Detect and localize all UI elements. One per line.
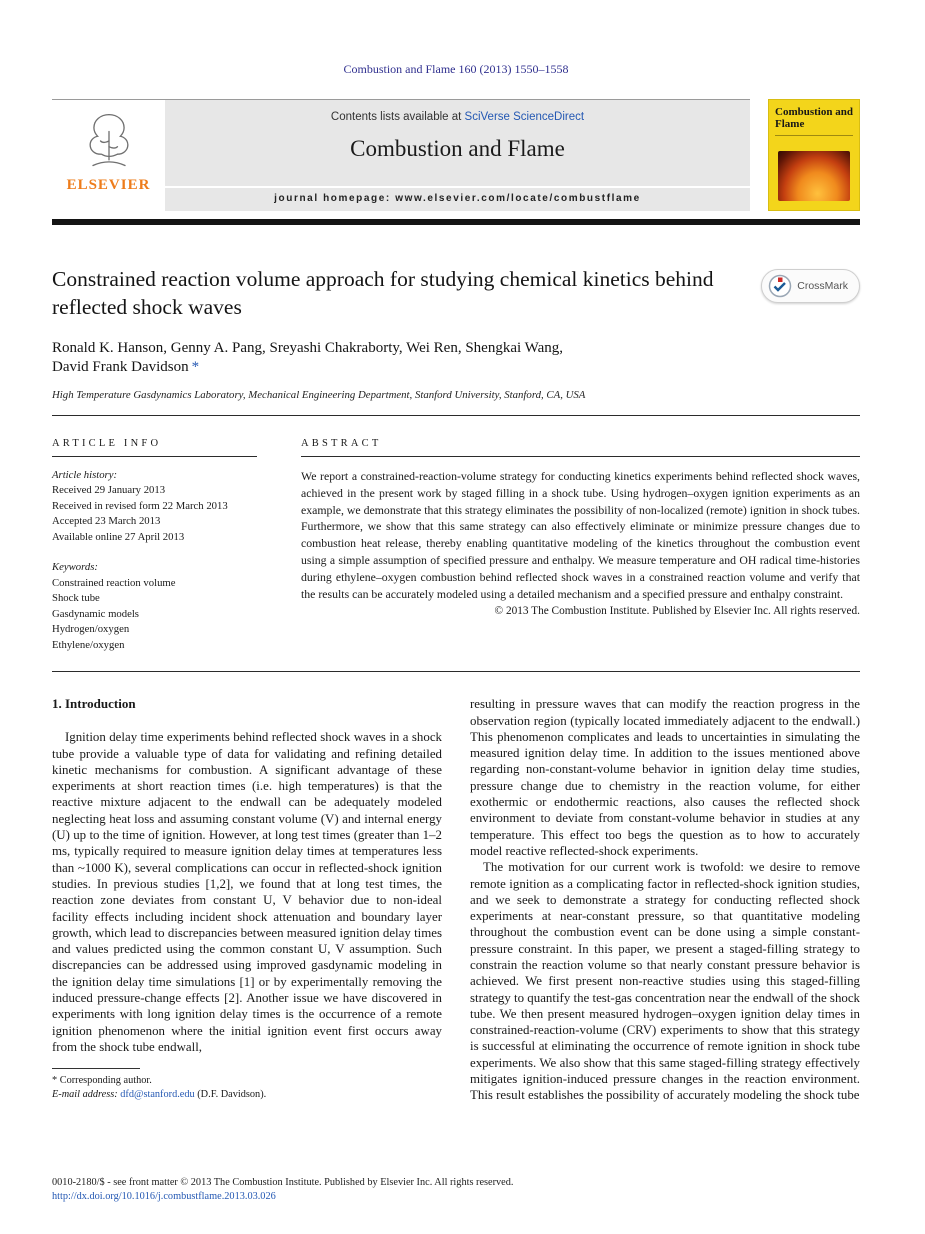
email-link[interactable]: dfd@stanford.edu <box>120 1088 195 1100</box>
keyword-item: Shock tube <box>52 592 100 605</box>
contents-line-prefix: Contents lists available at <box>330 111 465 123</box>
section-1-heading: 1. Introduction <box>52 696 136 712</box>
flame-image <box>778 151 850 201</box>
body-left-column <box>52 696 442 1103</box>
elsevier-logo[interactable] <box>52 100 165 211</box>
elsevier-tree-icon <box>76 107 142 175</box>
keyword-item: Gasdynamic models <box>52 607 139 620</box>
keyword-item: Hydrogen/oxygen <box>52 623 130 636</box>
abstract-text: We report a constrained-reaction-volume strategy for conducting kinetics experiments behind reflected shock waves, achieved in the present work by staged filling in a shock tube. Using hydrogen–oxygen ignition experiments as an example, we demonstrate that this strategy eliminates the possibility of non-localized (remote) ignition in shock tubes. Furthermore, we show that this same strategy can also effectively eliminate or minimize pressure changes due to combustion heat release, thereby enabling quantitative modeling of the kinetics throughout the combustion event using a simple assumption of specified pressure and enthalpy. We measure temperature and OH radical time-histories during ethylene–oxygen combustion behind reflected shock waves in a constrained reaction volume and verify that the results can be accurately modeled using a detailed mechanism and a specified pressure and enthalpy constraint. <box>301 468 860 602</box>
journal-banner <box>165 100 750 211</box>
sciverse-sciencedirect-link[interactable]: SciVerse ScienceDirect <box>464 111 585 123</box>
journal-banner-main <box>165 100 750 186</box>
crossmark-icon <box>768 274 792 298</box>
contents-line <box>331 111 584 123</box>
authors-line <box>52 339 860 378</box>
doi-link[interactable]: http://dx.doi.org/10.1016/j.combustflame.2013.03.026 <box>52 1191 276 1202</box>
crossmark-label: CrossMark <box>797 280 848 292</box>
intro-paragraph: Ignition delay time experiments behind reflected shock waves in a shock tube provide a valuable type of data for validating and refining detailed kinetic mechanisms for combustion. A significant advantage of these experiments at short reaction times (i.e. high temperatures) is that the reactive mixture adjacent to the endwall can be adequately modeled neglecting heat loss and assuming constant volume (V) and internal energy (U) up to the time of ignition. However, at long test times (greater than 1–2 ms, typically required to measure ignition delay times at temperatures less than ~1000 K), several complications can occur in reflected-shock ignition studies. In previous studies [1,2], we found that at long test times, the reaction zone deviates from constant U, V behavior due to non-ideal facility effects including incident shock attenuation and boundary layer growth, which lead to discrepancies between measured ignition delay times and values predicted using the common constant U, V assumption. Such discrepancies can be addressed using improved gasdynamic modeling in the ignition delay time simulations [1] or by experimentally removing the induced pressure-change effects [2]. Another issue we have discovered in experiments with long ignition delay times is the occurrence of a remote ignition phenomenon where the initial ignition event first occurs away from the shock tube endwall, <box>52 730 442 1054</box>
abstract-column <box>301 438 860 654</box>
corresponding-author-mark[interactable]: * <box>191 359 200 376</box>
body-right-column <box>470 696 860 1103</box>
cover-divider <box>775 135 853 136</box>
authors-line-2: David Frank Davidson <box>52 359 189 376</box>
elsevier-logo-text: ELSEVIER <box>66 177 151 193</box>
issn-copyright-line: 0010-2180/$ - see front matter © 2013 The Combustion Institute. Published by Elsevier Inc. All rights reserved. <box>52 1177 514 1188</box>
email-suffix: (D.F. Davidson). <box>197 1088 267 1100</box>
authors-line-1: Ronald K. Hanson, Genny A. Pang, Sreyashi Chakraborty, Wei Ren, Shengkai Wang, <box>52 339 563 356</box>
article-info-abstract-section <box>52 416 860 673</box>
header-divider-bar <box>52 219 860 225</box>
body-paragraph: resulting in pressure waves that can modify the reaction progress in the observation region (typically located immediately adjacent to the endwall.) This phenomenon complicates and leads to uncertainties in simulating the measured ignition delay time. In addition to the issues mentioned above regarding non-constant-volume behavior in ignition delay time studies, pressure change due to chemistry in the reaction volume, for either exothermic or endothermic reactions, also causes the reflected shock environment to deviate from constant-volume behavior in studies at any temperature. This effect too begs the question as to how to accurately model reactive reflected-shock experiments. <box>470 697 860 858</box>
keyword-item: Constrained reaction volume <box>52 576 176 589</box>
article-info-heading: ARTICLE INFO <box>52 438 257 457</box>
corresponding-author-note: * Corresponding author. <box>52 1075 152 1087</box>
email-line <box>52 1088 442 1102</box>
history-item: Available online 27 April 2013 <box>52 530 185 543</box>
cover-title: Combustion and Flame <box>775 106 853 131</box>
body-paragraph: The motivation for our current work is twofold: we desire to remove remote ignition as a complicating factor in reflected-shock ignition studies, and we seek to demonstrate a strategy for conducting reflected shock experiments at near-constant pressure, so that quantitative modeling throughout the combustion event can be done using a simple constant-pressure constraint. In this paper, we present a staged-filling strategy to constrain the reaction volume so that nearly constant pressure behavior is achieved. We first present non-reactive studies using this staged-filling strategy to quantify the test-gas concentration near the endwall of the shock tube. We then present measured hydrogen–oxygen ignition delay times in constrained-reaction-volume (CRV) experiments to show that this strategy is successful at eliminating the occurrence of remote ignition in shock tube experiments. We also show that this same staged-filling strategy effectively mitigates ignition-induced pressure changes in the reaction environment. This result establishes the possibility of accurately modeling the shock tube <box>470 860 860 1103</box>
history-item: Received 29 January 2013 <box>52 484 166 497</box>
keyword-item: Ethylene/oxygen <box>52 638 125 651</box>
article-history-label: Article history: <box>52 468 118 481</box>
article-info-column <box>52 438 257 654</box>
abstract-heading: ABSTRACT <box>301 438 860 457</box>
journal-title: Combustion and Flame <box>350 136 565 161</box>
page-footer <box>52 1176 513 1204</box>
journal-homepage-link[interactable]: journal homepage: www.elsevier.com/locate/combustflame <box>165 186 750 211</box>
footnote-rule <box>52 1068 140 1069</box>
article-title: Constrained reaction volume approach for studying chemical kinetics behind reflected shock waves <box>52 267 714 320</box>
history-item: Received in revised form 22 March 2013 <box>52 499 228 512</box>
abstract-copyright: © 2013 The Combustion Institute. Published by Elsevier Inc. All rights reserved. <box>494 605 860 617</box>
keywords-label: Keywords: <box>52 561 98 574</box>
journal-header-main <box>52 99 750 211</box>
body-columns <box>52 696 860 1103</box>
affiliation: High Temperature Gasdynamics Laboratory, Mechanical Engineering Department, Stanford University, Stanford, CA, USA <box>52 388 586 401</box>
email-label: E-mail address: <box>52 1088 118 1100</box>
journal-cover[interactable] <box>768 99 860 211</box>
title-row <box>52 265 860 322</box>
journal-header <box>52 99 860 211</box>
crossmark-badge[interactable] <box>761 269 860 303</box>
history-item: Accepted 23 March 2013 <box>52 515 161 528</box>
journal-citation-link[interactable]: Combustion and Flame 160 (2013) 1550–1558 <box>343 62 569 76</box>
footnote <box>52 1068 442 1102</box>
